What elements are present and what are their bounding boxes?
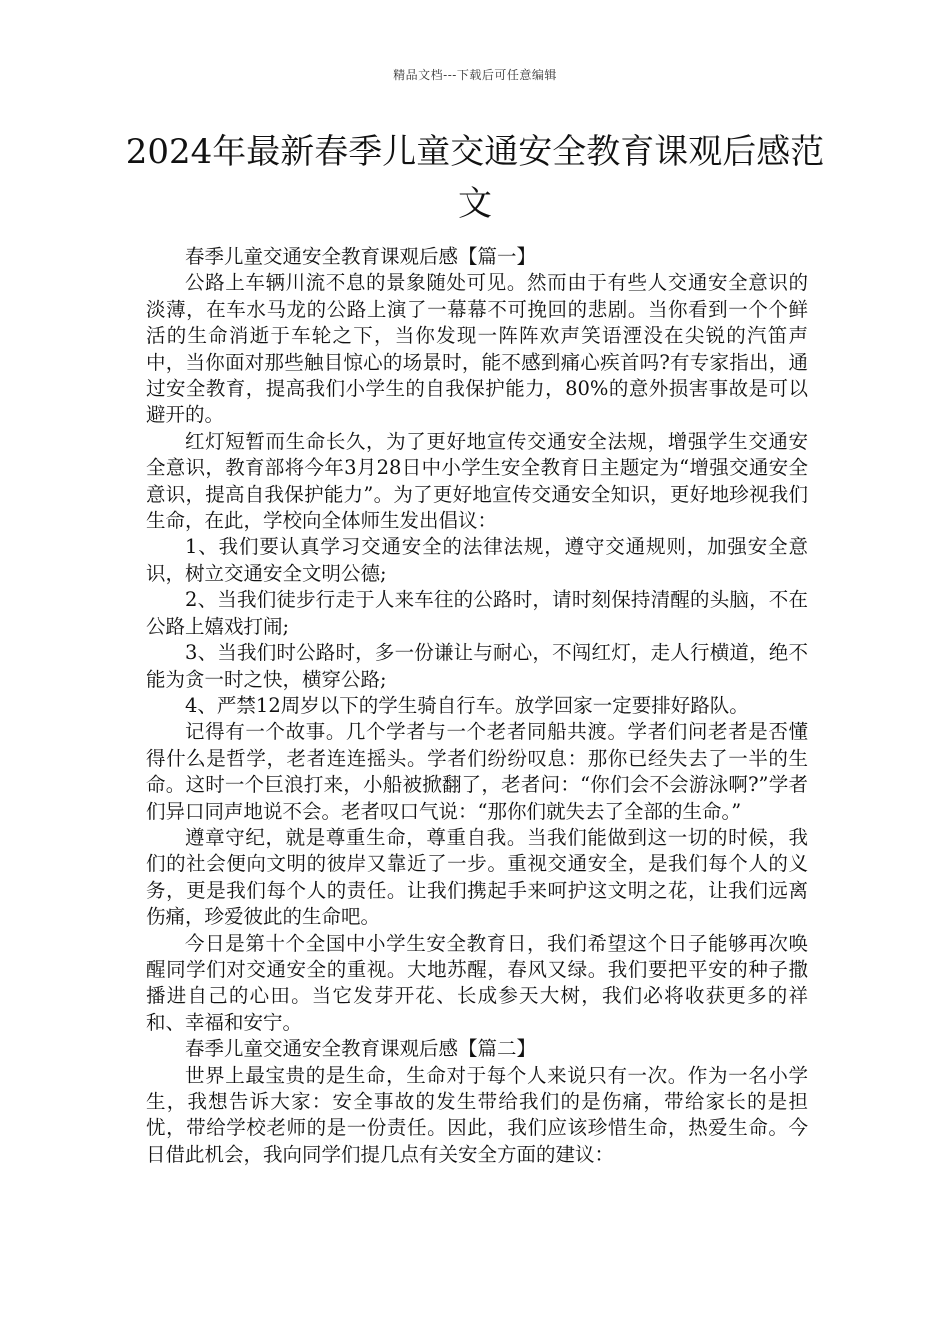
paragraph: 红灯短暂而生命长久，为了更好地宣传交通安全法规，增强学生交通安全意识，教育部将今年3月28日中小学生安全教育日主题定为“增强交通安全意识，提高自我保护能力”。为了更好地宣传交通安全知识，更好地珍视我们生命，在此，学校向全体师生发出倡议： [146,429,808,533]
document-title: 2024年最新春季儿童交通安全教育课观后感范文 [125,132,825,224]
list-item: 3、当我们时公路时，多一份谦让与耐心，不闯红灯，走人行横道，绝不能为贪一时之快，横穿公路; [146,641,808,691]
paragraph: 公路上车辆川流不息的景象随处可见。然而由于有些人交通安全意识的淡薄，在车水马龙的公路上演了一幕幕不可挽回的悲剧。当你看到一个个鲜活的生命消逝于车轮之下，当你发现一阵阵欢声笑语湮没在尖锐的汽笛声中，当你面对那些触目惊心的场景时，能不感到痛心疾首吗?有专家指出，通过安全教育，提高我们小学生的自我保护能力，80%的意外损害事故是可以避开的。 [146,271,808,427]
paragraph: 世界上最宝贵的是生命，生命对于每个人来说只有一次。作为一名小学生，我想告诉大家：安全事故的发生带给我们的是伤痛，带给家长的是担忧，带给学校老师的是一份责任。因此，我们应该珍惜生命，热爱生命。今日借此机会，我向同学们提几点有关安全方面的建议： [146,1063,808,1166]
list-item: 2、当我们徒步行走于人来车往的公路时，请时刻保持清醒的头脑，不在公路上嬉戏打闹; [146,588,808,638]
list-item: 1、我们要认真学习交通安全的法律法规，遵守交通规则，加强安全意识，树立交通安全文明公德; [146,535,808,585]
document-body [146,244,808,1168]
section-heading-1: 春季儿童交通安全教育课观后感【篇一】 [185,245,537,268]
section-heading-2: 春季儿童交通安全教育课观后感【篇二】 [185,1037,537,1061]
page-header-note: 精品文档---下载后可任意编辑 [393,68,557,82]
paragraph: 遵章守纪，就是尊重生命，尊重自我。当我们能做到这一切的时候，我们的社会便向文明的彼岸又靠近了一步。重视交通安全，是我们每个人的义务，更是我们每个人的责任。让我们携起手来呵护这文明之花，让我们远离伤痛，珍爱彼此的生命吧。 [146,825,808,929]
list-item: 4、严禁12周岁以下的学生骑自行车。放学回家一定要排好路队。 [185,693,749,717]
paragraph: 今日是第十个全国中小学生安全教育日，我们希望这个日子能够再次唤醒同学们对交通安全的重视。大地苏醒，春风又绿。我们要把平安的种子撒播进自己的心田。当它发芽开花、长成参天大树，我们必将收获更多的祥和、幸福和安宁。 [146,931,808,1034]
paragraph: 记得有一个故事。几个学者与一个老者同船共渡。学者们问老者是否懂得什么是哲学，老者连连摇头。学者们纷纷叹息：那你已经失去了一半的生命。这时一个巨浪打来，小船被掀翻了，老者问：“你们会不会游泳啊?”学者们异口同声地说不会。老者叹口气说：“那你们就失去了全部的生命。” [146,720,808,823]
